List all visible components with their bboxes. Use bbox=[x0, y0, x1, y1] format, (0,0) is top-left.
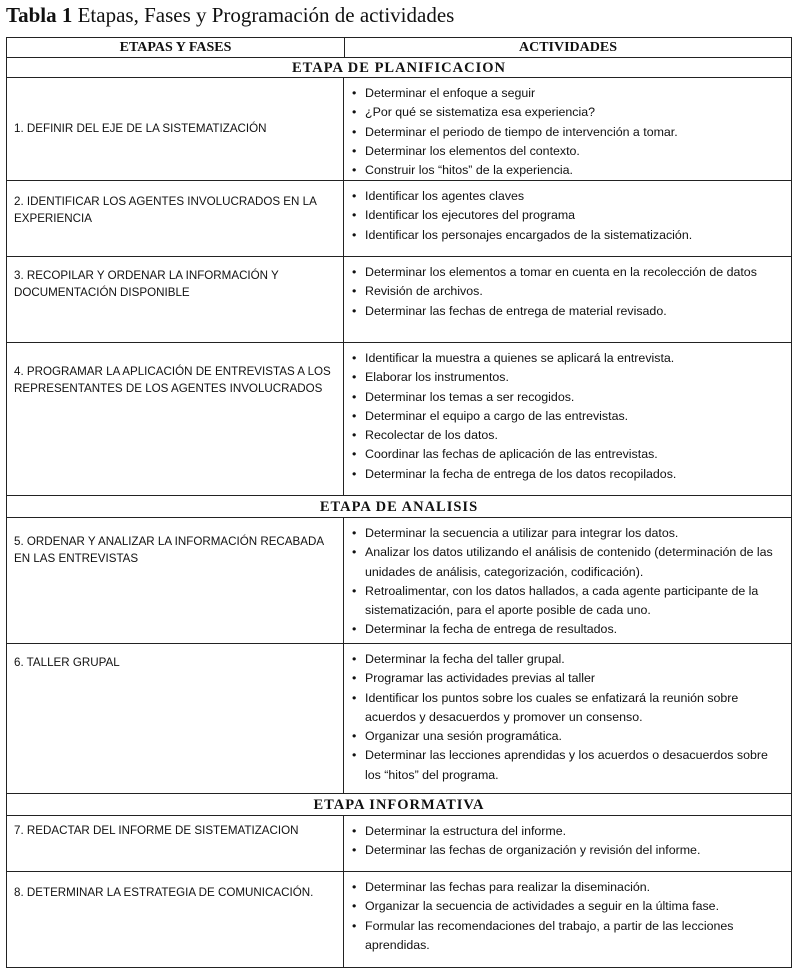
activity-item: • Identificar los ejecutores del programa bbox=[352, 206, 785, 225]
caption-title: Etapas, Fases y Programación de actividades bbox=[77, 3, 455, 27]
activity-item: • Determinar los elementos del contexto. bbox=[352, 142, 785, 161]
activity-list bbox=[352, 349, 785, 484]
activity-item: • Determinar las lecciones aprendidas y los acuerdos o desacuerdos sobre los “hitos” del programa. bbox=[352, 746, 785, 785]
activity-item: • Determinar el enfoque a seguir bbox=[352, 84, 785, 103]
activity-list bbox=[352, 84, 785, 180]
activities-cell bbox=[344, 872, 791, 967]
phase-cell: 1. DEFINIR DEL EJE DE LA SISTEMATIZACIÓN bbox=[7, 78, 344, 180]
table-caption bbox=[6, 3, 454, 28]
activity-item: • Determinar la fecha de entrega de los datos recopilados. bbox=[352, 465, 785, 484]
activity-item: • Determinar la secuencia a utilizar para integrar los datos. bbox=[352, 524, 785, 543]
phase-cell: 7. REDACTAR DEL INFORME DE SISTEMATIZACION bbox=[7, 816, 344, 871]
phase-row bbox=[7, 644, 791, 794]
activity-item: • Identificar la muestra a quienes se aplicará la entrevista. bbox=[352, 349, 785, 368]
activity-item: • Construir los “hitos” de la experiencia. bbox=[352, 161, 785, 180]
activity-list bbox=[352, 822, 785, 861]
activity-item: • Formular las recomendaciones del trabajo, a partir de las lecciones aprendidas. bbox=[352, 917, 785, 956]
activity-item: • Identificar los puntos sobre los cuales se enfatizará la reunión sobre acuerdos y desacuerdos y promover un consenso. bbox=[352, 689, 785, 728]
caption-label: Tabla 1 bbox=[6, 3, 73, 27]
activity-item: • Coordinar las fechas de aplicación de las entrevistas. bbox=[352, 445, 785, 464]
activity-item: • Determinar las fechas de organización y revisión del informe. bbox=[352, 841, 785, 860]
header-stages-phases: ETAPAS Y FASES bbox=[7, 38, 345, 57]
activities-cell bbox=[344, 181, 791, 256]
activity-item: • Determinar la fecha del taller grupal. bbox=[352, 650, 785, 669]
phase-cell: 5. ORDENAR Y ANALIZAR LA INFORMACIÓN RECABADA EN LAS ENTREVISTAS bbox=[7, 518, 344, 643]
activity-item: • Elaborar los instrumentos. bbox=[352, 368, 785, 387]
activity-list bbox=[352, 187, 785, 245]
phase-row bbox=[7, 872, 791, 967]
stage-heading-informativa: ETAPA INFORMATIVA bbox=[7, 794, 791, 816]
activity-item: • Determinar los elementos a tomar en cuenta en la recolección de datos bbox=[352, 263, 785, 282]
phase-cell: 3. RECOPILAR Y ORDENAR LA INFORMACIÓN Y DOCUMENTACIÓN DISPONIBLE bbox=[7, 257, 344, 342]
activity-item: • Organizar la secuencia de actividades a seguir en la última fase. bbox=[352, 897, 785, 916]
phase-row bbox=[7, 518, 791, 644]
activity-item: • Determinar los temas a ser recogidos. bbox=[352, 388, 785, 407]
table-header bbox=[7, 38, 791, 58]
activities-cell bbox=[344, 644, 791, 793]
phase-row bbox=[7, 343, 791, 496]
phase-cell: 8. DETERMINAR LA ESTRATEGIA DE COMUNICACIÓN. bbox=[7, 872, 344, 967]
phase-cell: 4. PROGRAMAR LA APLICACIÓN DE ENTREVISTAS A LOS REPRESENTANTES DE LOS AGENTES INVOLUCRADOS bbox=[7, 343, 344, 495]
activity-item: • Revisión de archivos. bbox=[352, 282, 785, 301]
activities-cell bbox=[344, 78, 791, 180]
activity-list bbox=[352, 650, 785, 785]
stage-heading-analisis: ETAPA DE ANALISIS bbox=[7, 496, 791, 518]
activity-item: • Recolectar de los datos. bbox=[352, 426, 785, 445]
activities-cell bbox=[344, 257, 791, 342]
activity-item: • Determinar las fechas de entrega de material revisado. bbox=[352, 302, 785, 321]
activities-cell bbox=[344, 343, 791, 495]
activity-list bbox=[352, 263, 785, 321]
phase-row bbox=[7, 257, 791, 343]
phase-row bbox=[7, 181, 791, 257]
phase-cell: 6. TALLER GRUPAL bbox=[7, 644, 344, 793]
activity-item: • Programar las actividades previas al taller bbox=[352, 669, 785, 688]
stage-heading-planificacion: ETAPA DE PLANIFICACION bbox=[7, 58, 791, 78]
phase-row bbox=[7, 816, 791, 872]
activity-item: • Analizar los datos utilizando el análisis de contenido (determinación de las unidades de análisis, categorización, codificación). bbox=[352, 543, 785, 582]
activities-cell bbox=[344, 816, 791, 871]
activity-item: • Organizar una sesión programática. bbox=[352, 727, 785, 746]
phase-cell: 2. IDENTIFICAR LOS AGENTES INVOLUCRADOS EN LA EXPERIENCIA bbox=[7, 181, 344, 256]
activity-item: • Determinar el periodo de tiempo de intervención a tomar. bbox=[352, 123, 785, 142]
activity-item: • ¿Por qué se sistematiza esa experiencia? bbox=[352, 103, 785, 122]
activity-item: • Determinar la estructura del informe. bbox=[352, 822, 785, 841]
activity-item: • Identificar los agentes claves bbox=[352, 187, 785, 206]
activity-item: • Retroalimentar, con los datos hallados, a cada agente participante de la sistematización, para el aporte posible de cada uno. bbox=[352, 582, 785, 621]
activity-item: • Determinar el equipo a cargo de las entrevistas. bbox=[352, 407, 785, 426]
activities-cell bbox=[344, 518, 791, 643]
activities-table bbox=[6, 37, 792, 968]
phase-row bbox=[7, 78, 791, 181]
activity-list bbox=[352, 878, 785, 955]
header-activities: ACTIVIDADES bbox=[518, 40, 618, 55]
activity-item: • Determinar la fecha de entrega de resultados. bbox=[352, 620, 785, 639]
activity-list bbox=[352, 524, 785, 640]
activity-item: • Determinar las fechas para realizar la diseminación. bbox=[352, 878, 785, 897]
activity-item: • Identificar los personajes encargados de la sistematización. bbox=[352, 226, 785, 245]
